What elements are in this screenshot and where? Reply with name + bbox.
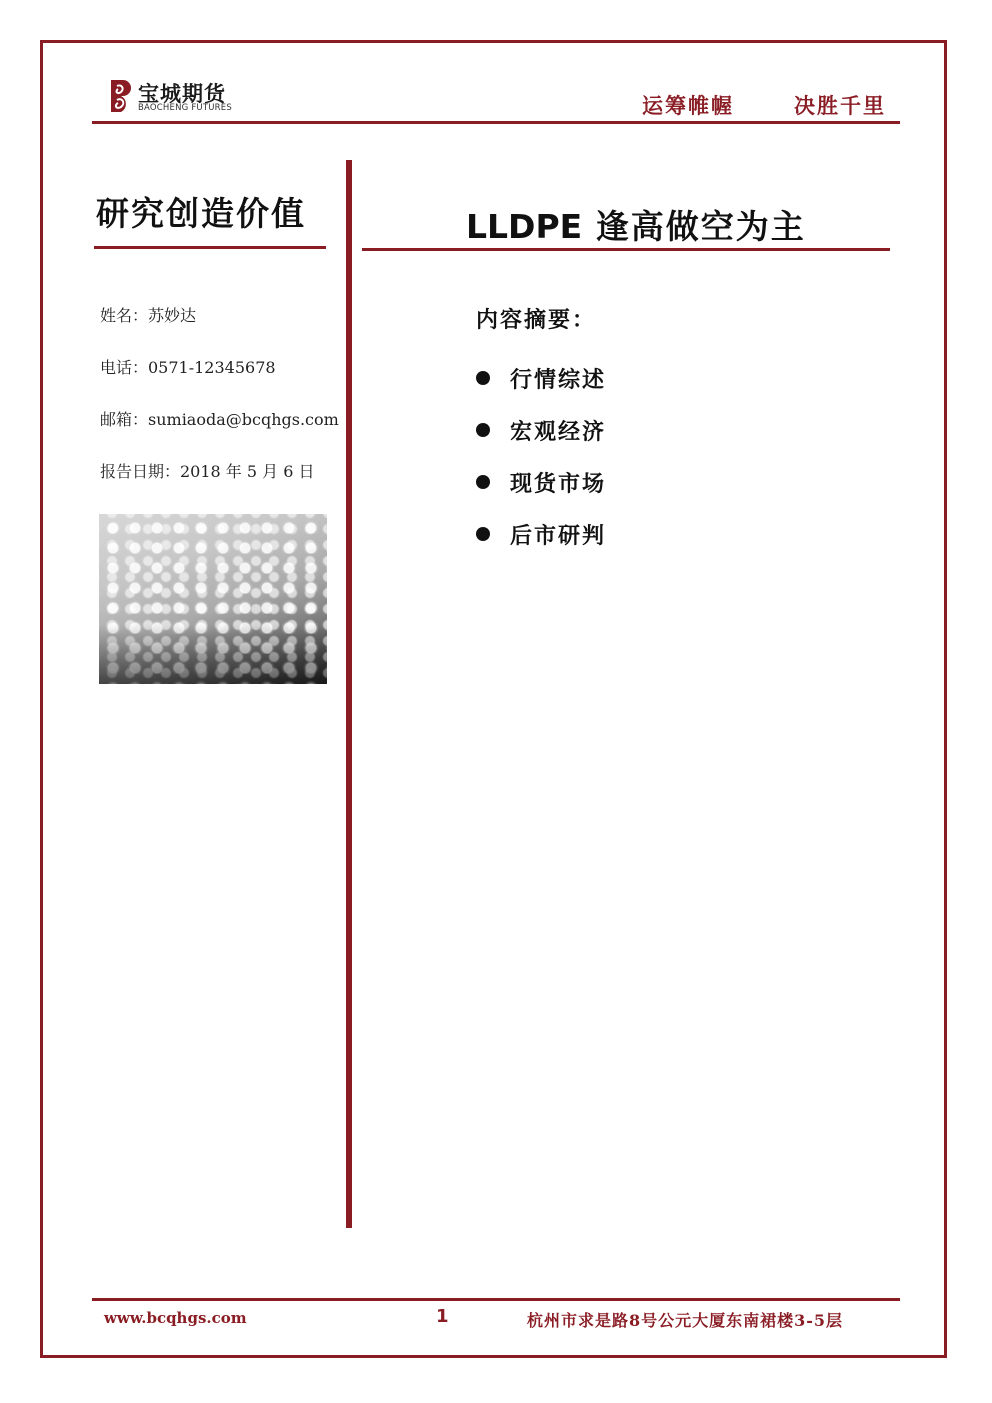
column-divider: [346, 160, 352, 1228]
motto-rule: [94, 246, 326, 249]
summary-item-label: 宏观经济: [510, 418, 607, 445]
analyst-name: 姓名：苏妙达: [100, 306, 197, 325]
header-rule: [92, 121, 900, 124]
logo-b-mark-icon: [108, 78, 136, 114]
motto-heading: 研究创造价值: [96, 194, 306, 233]
summary-item-label: 现货市场: [510, 470, 607, 497]
bullet-dot-icon: [476, 475, 490, 489]
logo-chinese-name: 宝城期货: [138, 81, 226, 106]
report-title-product: LLDPE: [466, 207, 583, 246]
analyst-phone: 电话：0571-12345678: [100, 358, 276, 377]
summary-list: [476, 352, 606, 560]
summary-item-label: 后市研判: [510, 522, 607, 549]
footer-website: www.bcqhgs.com: [104, 1309, 247, 1327]
footer-address: 杭州市求是路8号公元大厦东南裙楼3-5层: [527, 1311, 844, 1330]
summary-item: [476, 456, 606, 508]
summary-item: [476, 352, 606, 404]
summary-item: [476, 404, 606, 456]
title-rule: [362, 248, 890, 251]
bullet-dot-icon: [476, 423, 490, 437]
bullet-dot-icon: [476, 527, 490, 541]
report-title-view: 逢高做空为主: [595, 207, 806, 246]
lldpe-pellets-photo: [99, 514, 327, 684]
logo-english-name: BAOCHENG FUTURES: [138, 103, 232, 113]
summary-heading: 内容摘要：: [476, 307, 597, 333]
slogan-left: 运筹帷幄: [642, 93, 734, 118]
company-logo: [108, 78, 248, 116]
page-number: 1: [436, 1306, 449, 1327]
summary-item-label: 行情综述: [510, 366, 607, 393]
footer-rule: [92, 1298, 900, 1301]
report-date: 报告日期：2018 年 5 月 6 日: [100, 462, 315, 481]
slogan-right: 决胜千里: [794, 93, 886, 118]
analyst-email: 邮箱：sumiaoda@bcqhgs.com: [100, 410, 339, 429]
report-title: [466, 201, 806, 248]
bullet-dot-icon: [476, 371, 490, 385]
summary-item: [476, 508, 606, 560]
